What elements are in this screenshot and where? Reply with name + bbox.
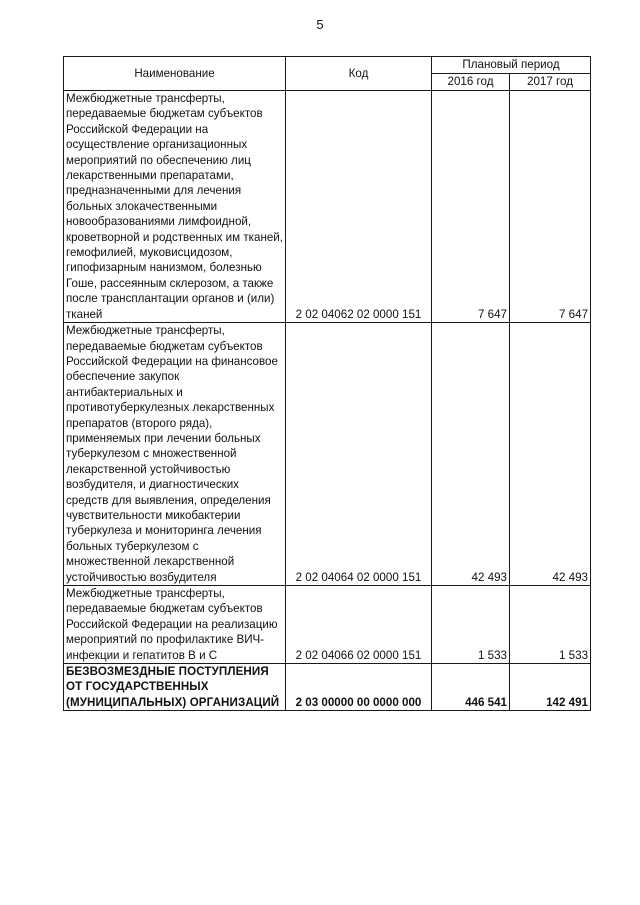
- row-value-2017: 42 493: [510, 323, 591, 586]
- row-value-2016: 42 493: [432, 323, 510, 586]
- column-header-2017: 2017 год: [510, 73, 591, 90]
- page-number: 5: [316, 17, 324, 32]
- row-name: Межбюджетные трансферты, передаваемые бюджетам субъектов Российской Федерации на реализацию мероприятий по профилактике ВИЧ-инфекции и гепатитов В и С: [64, 586, 286, 664]
- table-row: [64, 323, 591, 586]
- row-value-2016: 7 647: [432, 91, 510, 323]
- row-value-2017: 7 647: [510, 91, 591, 323]
- header-row: [64, 57, 591, 74]
- row-value-2016: 1 533: [432, 586, 510, 664]
- total-row-value-2017: 142 491: [510, 664, 591, 711]
- column-header-name: Наименование: [64, 57, 286, 91]
- row-name: Межбюджетные трансферты, передаваемые бюджетам субъектов Российской Федерации на финансовое обеспечение закупок антибактериальных и противотуберкулезных лекарственных препаратов (второго ряда), применяемых при лечении больных туберкулезом с множественной лекарственной устойчивостью возбудителя, и диагностических средств для выявления, определения чувствительности микобактерии туберкулеза и мониторинга лечения больных туберкулезом с множественной лекарственной устойчивостью возбудителя: [64, 323, 286, 586]
- total-row-value-2016: 446 541: [432, 664, 510, 711]
- column-header-code: Код: [286, 57, 432, 91]
- column-header-2016: 2016 год: [432, 73, 510, 90]
- budget-table: [63, 56, 591, 711]
- row-name: Межбюджетные трансферты, передаваемые бюджетам субъектов Российской Федерации на осуществление организационных мероприятий по обеспечению лиц лекарственными препаратами, предназначенными для лечения больных злокачественными новообразованиями лимфоидной, кроветворной и родственных им тканей, гемофилией, муковисцидозом, гипофизарным нанизмом, болезнью Гоше, рассеянным склерозом, а также после трансплантации органов и (или) тканей: [64, 91, 286, 323]
- row-value-2017: 1 533: [510, 586, 591, 664]
- row-code: 2 02 04062 02 0000 151: [286, 91, 432, 323]
- total-row-code: 2 03 00000 00 0000 000: [286, 664, 432, 711]
- table-row: [64, 586, 591, 664]
- row-code: 2 02 04066 02 0000 151: [286, 586, 432, 664]
- total-row-name: БЕЗВОЗМЕЗДНЫЕ ПОСТУПЛЕНИЯ ОТ ГОСУДАРСТВЕННЫХ (МУНИЦИПАЛЬНЫХ) ОРГАНИЗАЦИЙ: [64, 664, 286, 711]
- row-code: 2 02 04064 02 0000 151: [286, 323, 432, 586]
- total-row: [64, 664, 591, 711]
- column-header-period: Плановый период: [432, 57, 591, 74]
- table-row: [64, 91, 591, 323]
